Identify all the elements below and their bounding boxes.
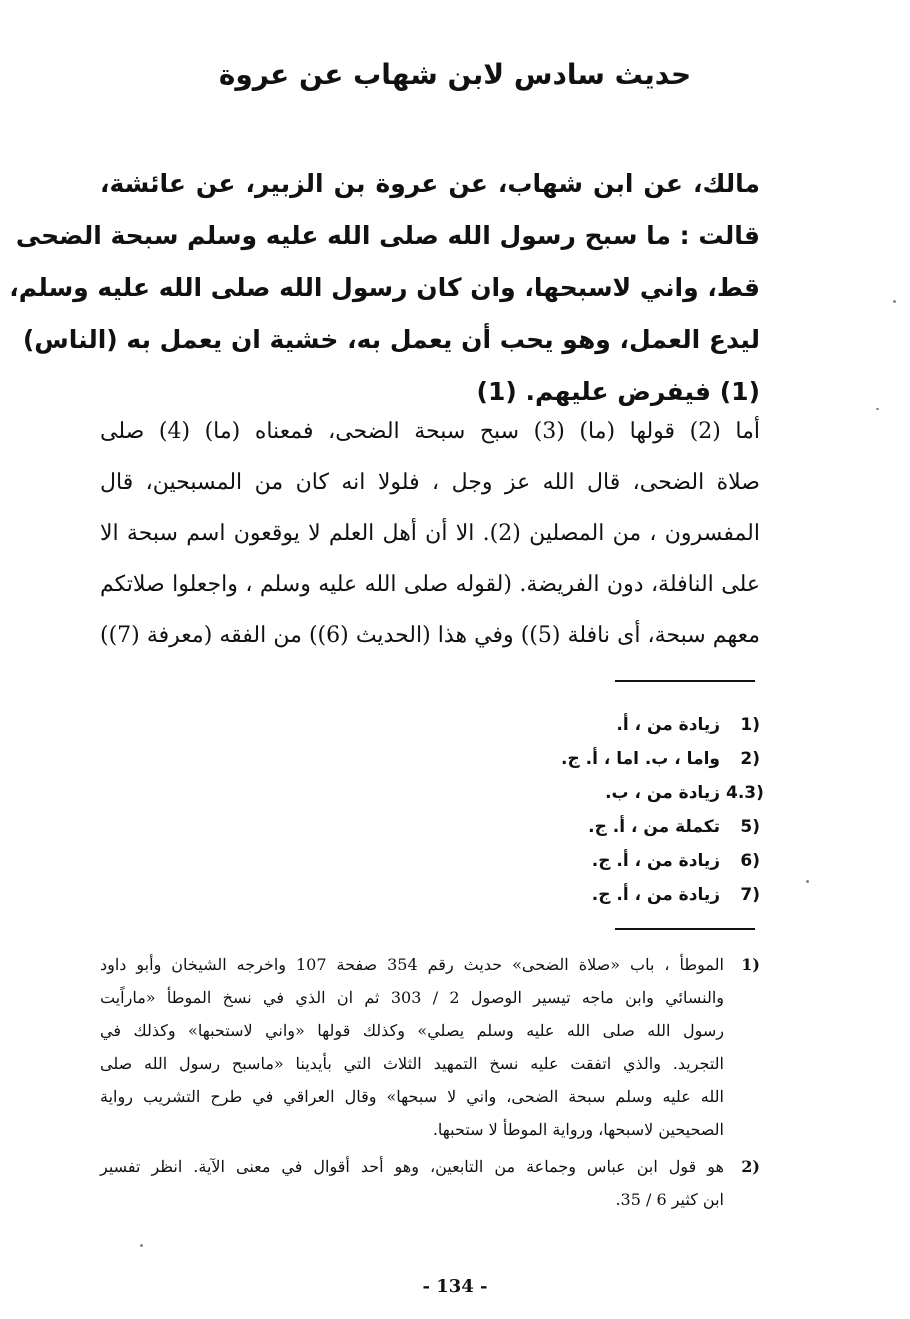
variant-text: زيادة من ، أ. ج. <box>591 851 720 871</box>
footnote-line: الصحيحين لاسبحها، ورواية الموطأ لا ستحبها. <box>432 1120 724 1139</box>
variant-number: 6) <box>740 851 760 871</box>
scan-speck <box>140 1244 143 1247</box>
footnote-line: ابن كثير 6 / 35. <box>615 1190 724 1209</box>
commentary-line: على النافلة، دون الفريضة. (لقوله صلى الله عليه وسلم ، واجعلوا صلاتكم <box>100 572 760 597</box>
variant-number: 4.3) <box>726 783 764 803</box>
hadith-line: مالك، عن ابن شهاب، عن عروة بن الزبير، عن عائشة، <box>100 169 760 198</box>
variant-number: 7) <box>740 885 760 905</box>
footnote-number: 2) <box>741 1157 760 1176</box>
variant-number: 2) <box>740 749 760 769</box>
footnotes-section <box>100 948 760 1220</box>
page-number: - 134 - <box>422 1276 488 1297</box>
footnote-line: والنسائي وابن ماجه تيسير الوصول 2 / 303 ثم ان الذي في نسخ الموطأ «ماراًيت <box>100 988 725 1007</box>
variant-number: 5) <box>740 817 760 837</box>
variant-note <box>430 810 760 844</box>
hadith-line: (1) فيفرض عليهم. (1) <box>476 377 760 406</box>
hadith-line: قط، واني لاسبحها، وان كان رسول الله صلى الله عليه وسلم، <box>9 273 760 302</box>
footnote <box>100 1150 760 1216</box>
variant-number: 1) <box>740 715 760 735</box>
variant-text: زيادة من ، أ. <box>616 715 720 735</box>
hadith-line: ليدع العمل، وهو يحب أن يعمل به، خشية ان يعمل به (الناس) <box>22 325 760 354</box>
scan-speck <box>893 300 896 303</box>
footnote <box>100 948 760 1146</box>
variant-text: زيادة من ، ب. <box>605 783 720 803</box>
commentary-line: المفسرون ، من المصلين (2). الا أن أهل العلم لا يوقعون اسم سبحة الا <box>100 521 760 546</box>
commentary-line: معهم سبحة، أى نافلة (5)) وفي هذا (الحديث (6)) من الفقه (معرفة (7)) <box>100 623 760 648</box>
variant-note <box>430 708 760 742</box>
footnote-divider <box>615 928 755 930</box>
variant-note <box>430 844 760 878</box>
page-title: حديث سادس لابن شهاب عن عروة <box>218 58 692 91</box>
hadith-line: قالت : ما سبح رسول الله صلى الله عليه وسلم سبحة الضحى <box>15 221 760 250</box>
footnote-divider <box>615 680 755 682</box>
variant-note <box>430 742 760 776</box>
variant-text: تكملة من ، أ. ج. <box>588 817 720 837</box>
footnote-line: الموطأ ، باب «صلاة الضحى» حديث رقم 354 صفحة 107 واخرجه الشيخان وأبو داود <box>100 955 724 974</box>
hadith-text <box>9 158 760 418</box>
manuscript-variants-list <box>430 708 764 912</box>
footnote-line: رسول الله صلى الله عليه وسلم يصلي» وكذلك قولها «واني لاستحبها» وكذلك في <box>100 1021 724 1040</box>
variant-text: واما ، ب. اما ، أ. ج. <box>560 749 720 769</box>
scan-speck <box>806 880 809 883</box>
footnote-number: 1) <box>741 955 760 974</box>
commentary-text <box>100 406 760 661</box>
footnote-line: الله عليه وسلم سبحة الضحى، واني لا سبحها» وقال العراقي في طرح التشريب رواية <box>100 1087 724 1106</box>
variant-note <box>430 776 764 810</box>
footnote-line: التجريد. والذي اتفقت عليه نسخ التمهيد الثلاث التي بأيدينا «ماسبح رسول الله صلى <box>100 1054 724 1073</box>
footnote-line: هو قول ابن عباس وجماعة من التابعين، وهو أحد أقوال في معنى الآية. انظر تفسير <box>100 1157 724 1176</box>
commentary-line: صلاة الضحى، قال الله عز وجل ، فلولا انه كان من المسبحين، قال <box>100 470 760 495</box>
commentary-line: أما (2) قولها (ما) (3) سبح سبحة الضحى، فمعناه (ما) (4) صلى <box>100 419 760 444</box>
scan-speck <box>876 408 879 410</box>
variant-text: زيادة من ، أ. ج. <box>591 885 720 905</box>
variant-note <box>430 878 760 912</box>
